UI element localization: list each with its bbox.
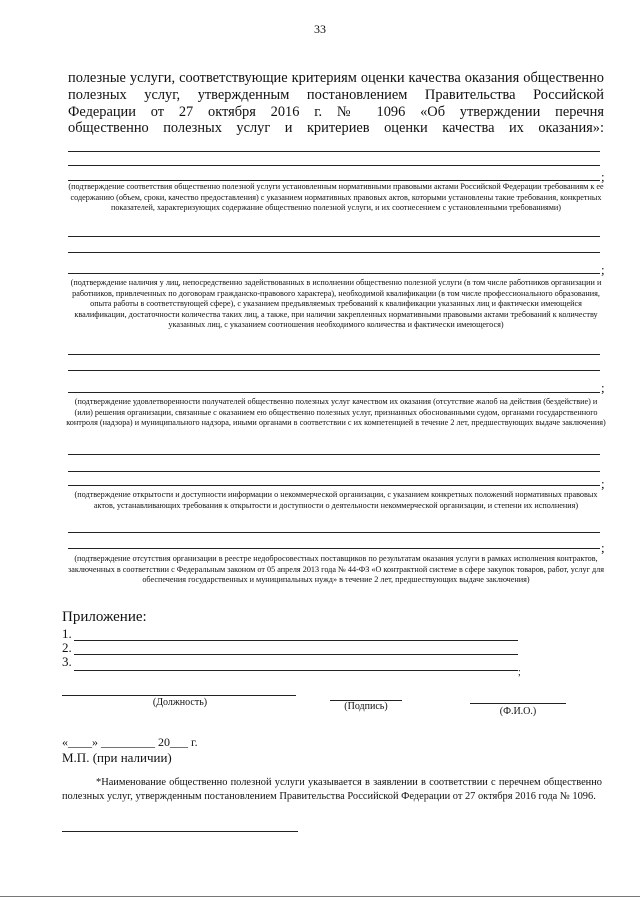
fill-line: [68, 180, 600, 181]
appendix-line: [74, 640, 518, 641]
semicolon: ;: [601, 380, 605, 395]
fill-line: [68, 454, 600, 455]
appendix-title: Приложение:: [62, 609, 147, 625]
date-line: «____» _________ 20___ г.: [62, 735, 198, 749]
fill-line: [68, 485, 600, 486]
page-bottom-edge: [0, 896, 640, 897]
semicolon: ;: [601, 262, 605, 277]
note-requirements: (подтверждение соответствия общественно полезной услуги установленным нормативными правовыми актами Российской Федерации требованиям к ее содержанию (объем, сроки, качество предоставления) с указанием нормативных правовых актов, которыми установлены такие требования, конкретных показателей, характеризующих содержание общественно полезной услуги, и их соотнесением с установленными требованиями): [68, 182, 604, 213]
position-caption: (Должность): [152, 697, 208, 708]
appendix-item: 2.: [62, 640, 72, 655]
note-openness: (подтверждение открытости и доступности информации о некоммерческой организации, с указанием конкретных положений нормативных правовых актов, устанавливающих требования к открытости и доступности о деятельности некоммерческой организации, и степени их исполнения): [74, 490, 598, 510]
position-line: [62, 695, 296, 696]
semicolon: ;: [601, 169, 605, 184]
semicolon: ;: [601, 476, 605, 491]
appendix-item: 1.: [62, 626, 72, 641]
stamp-label: М.П. (при наличии): [62, 750, 172, 765]
appendix-line: [74, 670, 518, 671]
appendix-item: 3.: [62, 654, 72, 669]
fill-line: [68, 252, 600, 253]
signature-caption: (Подпись): [344, 701, 388, 712]
fill-line: [68, 392, 600, 393]
fill-line: [68, 370, 600, 371]
note-satisfaction: (подтверждение удовлетворенности получателей общественно полезных услуг качеством их оказания (отсутствие жалоб на действия (бездействие) и (или) решения организации, связанные с оказанием ею общественно полезных услуг, признанных обоснованными судом, органами государственного контроля (надзора) и муниципального надзора, иными органами в соответствии с их компетенцией в течение 2 лет, предшествующих выдаче заключения): [66, 397, 606, 428]
fill-line: [68, 236, 600, 237]
fill-line: [68, 548, 600, 549]
fill-line: [68, 273, 600, 274]
intro-last-line: общественно полезных услуг и критериев оценки качества их оказания»:: [68, 120, 604, 136]
appendix-line: [74, 654, 518, 655]
footnote-rule: [62, 831, 298, 832]
semicolon: ;: [601, 540, 605, 555]
fill-line: [68, 165, 600, 166]
note-registry: (подтверждение отсутствия организации в реестре недобросовестных поставщиков по результатам оказания услуги в рамках исполнения контрактов, заключенных в соответствии с Федеральным законом от 05 апреля 2013 года № 44-ФЗ «О контрактной системе в сфере закупок товаров, работ, услуг для обеспечения государственных и муниципальных нужд» в течение 2 лет, предшествующих выдаче заключения): [67, 554, 605, 585]
page-number: 33: [314, 22, 326, 36]
semicolon: ;: [518, 667, 521, 678]
fill-line: [68, 151, 600, 152]
note-qualification: (подтверждение наличия у лиц, непосредственно задействованных в исполнении общественно полезной услуги (в том числе работников организации и работников, привлеченных по договорам гражданско-правового характера), необходимой квалификации (в том числе профессионального образования, опыта работы в соответствующей сфере), с указанием предъявляемых требований к квалификации указанных лиц и фактически имеющейся квалификации, достаточности количества таких лиц, а также, при наличии закрепленных нормативными правовыми актами требований к количеству указанных лиц, с указанием соотношения необходимого количества и фактически имеющегося): [70, 278, 602, 330]
fill-line: [68, 532, 600, 533]
fio-caption: (Ф.И.О.): [499, 706, 537, 717]
footnote: *Наименование общественно полезной услуги указывается в заявлении в соответствии с перечнем общественно полезных услуг, утвержденным постановлением Правительства Российской Федерации от 27 октября 2016 года № 1096.: [62, 777, 602, 802]
fill-line: [68, 471, 600, 472]
fio-line: [470, 703, 566, 704]
intro-paragraph: полезные услуги, соответствующие критериям оценки качества оказания общественно полезных услуг, утвержденным постановлением Правительства Российской Федерации от 27 октября 2016 г. № 1096 «Об утверждении перечня: [68, 70, 604, 120]
fill-line: [68, 354, 600, 355]
